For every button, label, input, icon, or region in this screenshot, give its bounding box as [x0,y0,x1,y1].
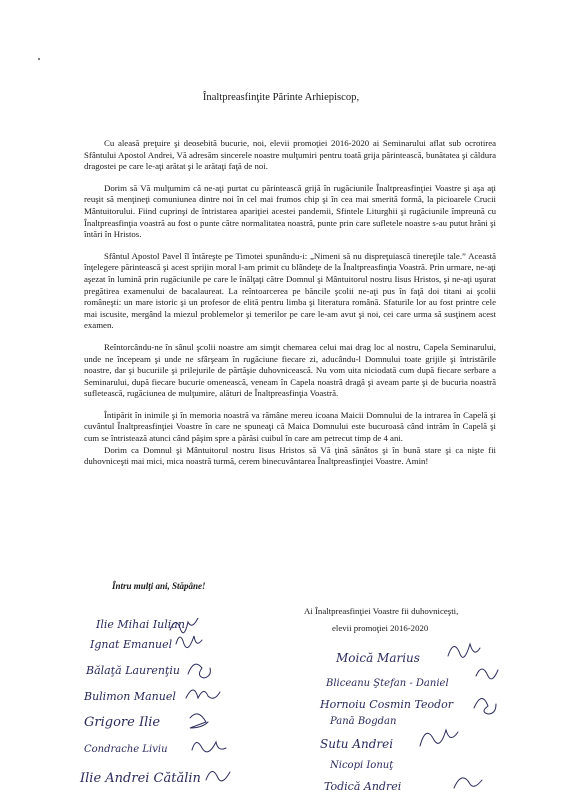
svg-text:Grigore Ilie: Grigore Ilie [84,715,161,730]
signature-left-3 [85,664,210,678]
signature-right-5 [320,730,458,751]
signature-left-1 [95,618,198,633]
signature-left-7 [79,771,230,786]
paragraph-timothy: Sfântul Apostol Pavel îl întăreşte pe Timotei spunându-i: „Nimeni să nu dispreţuiască tinereţile tale.” Această înţelegere părintească şi acest sprijin moral l-am primit cu blândeţe de la Înaltpreasfinţia Voastră. Prin urmare, ne-aţi aşezat în lumină prin rugăciunile pe care le înălţaţi către Domnul şi Mântuitorul nostru Iisus Hristos, şi ne-aţi uşurat pregătirea examenului de bacalaureat. La reîntoarcerea pe băncile şcolii ne-aţi pus în faţă doi titani ai şcolii româneşti: un mare istoric şi un profesor de elită pentru limba şi literatura română. Sfaturile lor au fost printre cele mai iscusite, mergând la miezul problemelor şi temerilor pe care le-am avut şi noi, cei care urma să susţinem acest examen. [84,250,496,331]
svg-text:Hornoiu Cosmin Teodor: Hornoiu Cosmin Teodor [320,698,454,711]
svg-text:Ilie Mihai Iulian: Ilie Mihai Iulian [96,618,185,631]
salutation: Înaltpreasfinţite Părinte Arhiepiscop, [202,92,360,103]
sender-line: Ai Înaltpreasfinţiei Voastre fii duhovniceşti, [304,606,459,616]
svg-text:Condrache Liviu: Condrache Liviu [84,744,168,755]
signature-left-5 [84,714,208,730]
signature-right-6 [329,760,394,771]
paragraph-chapel: Reîntorcându-ne în sânul şcolii noastre am simţit chemarea celui mai drag loc al nostru, Capela Seminarului, unde ne începeam şi unde ne sfârşeam în rugăciune fiecare zi, aducându-l Domnului toate grijile şi întristările noastre, dar şi bucuriile şi prilejurile de părtăşie duhovnicească. Nu vom uita niciodată cum după fiecare serbare a Seminarului, după fiecare bucurie omenească, veneam în Capela noastră dragă şi aveam parte şi de bucuria noastră sufletească, rugăciunea de mulţumire, alături de Înaltpreasfinţia Voastră. [84,341,496,399]
sender-class: elevii promoţiei 2016-2020 [332,623,429,633]
signature-right-4 [329,716,396,727]
paragraph-prayers: Dorim să Vă mulţumim că ne-aţi purtat cu părintească grijă în rugăciunile Înaltpreasfinţiei Voastre şi aşa aţi reuşit să menţineţi comuniunea dintre noi în cel mai frumos chip şi în cea mai smerită formă, la picioarele Crucii Mântuitorului. Fiind cuprinşi de întristarea apariţiei acestei pandemii, Sfintele Liturghii şi rugăciunile împreună cu Înaltpreasfinţia voastră au fost o punte către normalitatea noastră, punte prin care sufletele noastre s-au putut hrăni şi întări în Hristos. [84,182,496,240]
signature-left-6 [84,742,226,755]
margin-dot [38,58,40,60]
signature-left-2 [89,636,202,651]
paragraph-gratitude: Cu aleasă preţuire şi deosebită bucurie, noi, elevii promoţiei 2016-2020 ai Seminarului aflat sub ocrotirea Sfântului Apostol Andrei, Vă adresăm sincerele noastre mulţumiri pentru toată grija părintească, bunătatea şi căldura dragostei pe care le-aţi arătat şi le arătaţi faţă de noi. [84,138,496,172]
signature-right-1 [335,644,480,665]
svg-text:Bălaţă Laurenţiu: Bălaţă Laurenţiu [86,664,181,677]
svg-text:Nicopi Ionuţ: Nicopi Ionuţ [330,760,394,771]
svg-text:Sutu Andrei: Sutu Andrei [320,737,394,751]
svg-text:Pană Bogdan: Pană Bogdan [330,716,397,727]
signature-right-2 [325,669,498,689]
letter-body [84,138,496,468]
svg-text:Bliceanu Ştefan - Daniel: Bliceanu Ştefan - Daniel [326,678,449,689]
svg-text:Todică Andrei: Todică Andrei [324,780,402,793]
svg-text:Ignat Emanuel: Ignat Emanuel [90,638,173,651]
signature-right-3 [319,698,496,714]
svg-text:Bulimon Manuel: Bulimon Manuel [84,690,176,703]
svg-text:Ilie Andrei Cătălin: Ilie Andrei Cătălin [80,771,201,786]
paragraph-icon: Întipărit în inimile şi în memoria noastră va rămâne mereu icoana Maicii Domnului de la intrarea în Capelă şi cuvântul Înaltpreasfinţiei Voastre în care ne spuneaţi că Maica Domnului este bucuroasă când intrăm în Capelă şi cum se întristează atunci când păşim spre a părăsi cuibul în care am petrecut timp de 4 ani. [84,409,496,444]
signature-left-4 [83,690,220,703]
signature-right-7 [324,778,482,793]
paragraph-blessing: Dorim ca Domnul şi Mântuitorul nostru Iisus Hristos să Vă ţină sănătos şi în bună stare şi ca nişte fii duhovniceşti mai mici, mica noastră turmă, cerem binecuvântarea Înaltpreasfinţiei Voastre. Amin! [84,444,496,467]
signatures-area [0,618,562,800]
svg-text:Moică Marius: Moică Marius [336,651,420,665]
closing-greeting: Întru mulţi ani, Stăpâne! [112,581,206,591]
